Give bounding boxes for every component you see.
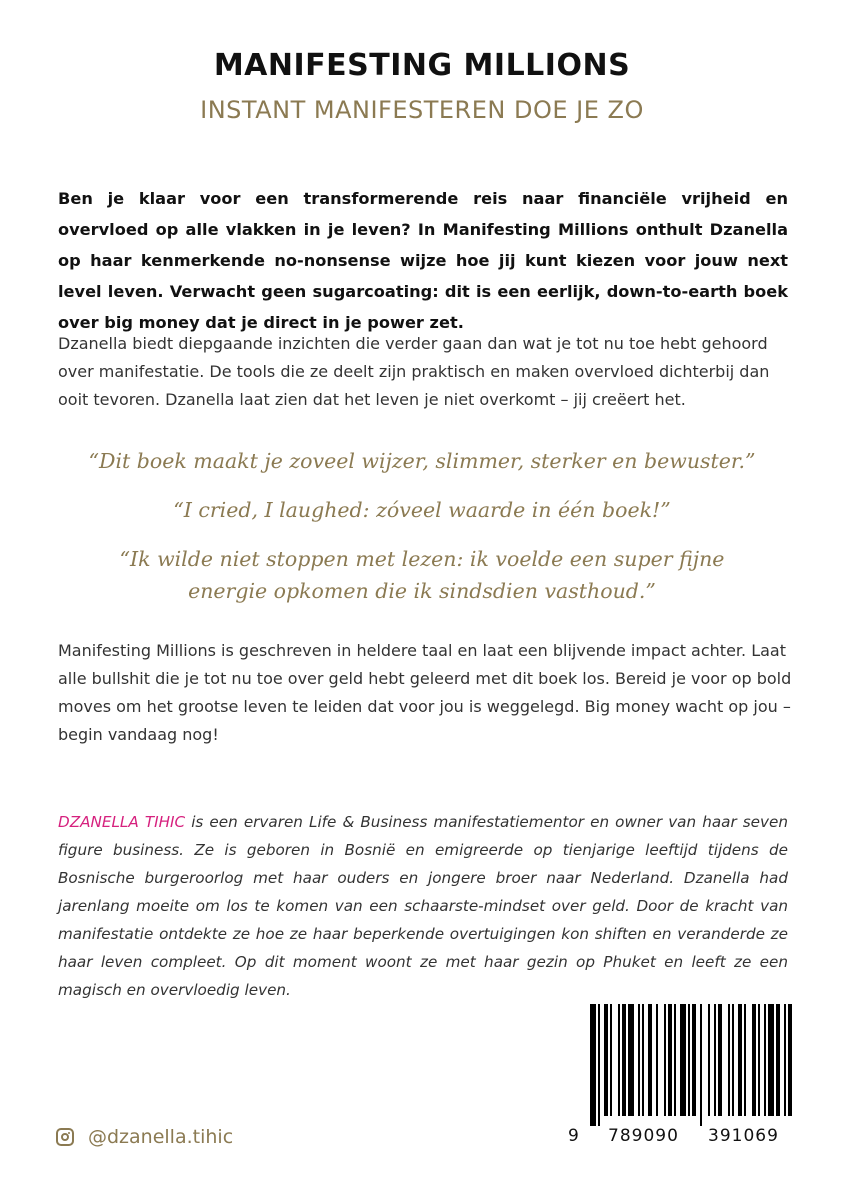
- author-bio-text: is een ervaren Life & Business manifestatiementor en owner van haar seven figure business. Ze is geboren in Bosnië en emigreerde op tienjarige leeftijd tijdens de Bosnische burgeroorlog met haar ouders en jongere broer naar Nederland. Dzanella had jarenlang moeite om los te komen van een schaarste-mindset over geld. Door de kracht van manifestatie ontdekte ze hoe ze haar beperkende overtuigingen kon shiften en veranderde ze haar leven compleet. Op dit moment woont ze met haar gezin op Phuket en leeft ze een magisch en overvloedig leven.: [58, 813, 788, 999]
- barcode-bar: [764, 1004, 766, 1116]
- quote-3-line-2: energie opkomen die ik sindsdien vasthoud.”: [188, 579, 656, 603]
- intro-paragraph: Ben je klaar voor een transformerende reis naar financiële vrijheid en overvloed op alle vlakken in je leven? In Manifesting Millions onthult Dzanella op haar kenmerkende no-nonsense wijze hoe jij kunt kiezen voor jouw next level leven. Verwacht geen sugarcoating: dit is een eerlijk, down-to-earth boek over big money dat je direct in je power zet.: [58, 189, 788, 332]
- barcode-bar: [638, 1004, 640, 1116]
- barcode-bar: [622, 1004, 626, 1116]
- quote-1: “Dit boek maakt je zoveel wijzer, slimmer, sterker en bewuster.”: [88, 449, 756, 473]
- barcode-group-left: 789090: [608, 1126, 679, 1146]
- barcode-bar: [718, 1004, 722, 1116]
- barcode-bar: [744, 1004, 746, 1116]
- barcode-bar: [664, 1004, 666, 1116]
- barcode-bar: [656, 1004, 658, 1116]
- description-paragraph-1: Dzanella biedt diepgaande inzichten die verder gaan dan wat je tot nu toe hebt gehoord over manifestatie. De tools die ze deelt zijn praktisch en maken overvloed dichterbij dan ooit tevoren. Dzanella laat zien dat het leven je niet overkomt – jij creëert het.: [58, 334, 770, 409]
- barcode-bar: [758, 1004, 760, 1116]
- barcode-bars: [566, 994, 796, 1126]
- description-paragraph-2: Manifesting Millions is geschreven in heldere taal en laat een blijvende impact achter. Laat alle bullshit die je tot nu toe over geld hebt geleerd met dit boek los. Bereid je voor op bold moves om het grootse leven te leiden dat voor jou is weggelegd. Big money wacht op jou – begin vandaag nog!: [58, 641, 792, 744]
- barcode-bar: [598, 1004, 600, 1126]
- barcode-bar: [628, 1004, 634, 1116]
- barcode-bar: [668, 1004, 672, 1116]
- barcode-digit-first: 9: [568, 1126, 580, 1146]
- barcode-bar: [688, 1004, 690, 1116]
- barcode-bar: [728, 1004, 730, 1116]
- barcode-bar: [776, 1004, 780, 1116]
- barcode-bar: [768, 1004, 774, 1116]
- barcode-bar: [784, 1004, 786, 1116]
- author-name: DZANELLA TIHIC: [58, 813, 186, 831]
- isbn-barcode: [566, 994, 796, 1158]
- barcode-bar: [680, 1004, 686, 1116]
- barcode-bar: [590, 1004, 596, 1126]
- quote-2: “I cried, I laughed: zóveel waarde in één boek!”: [173, 498, 671, 522]
- quote-3: [60, 543, 784, 607]
- barcode-bar: [732, 1004, 734, 1116]
- barcode-group-right: 391069: [708, 1126, 779, 1146]
- barcode-bar: [618, 1004, 620, 1116]
- barcode-bar: [788, 1004, 792, 1116]
- barcode-bar: [700, 1004, 702, 1126]
- barcode-bar: [610, 1004, 612, 1116]
- instagram-icon: [56, 1128, 74, 1146]
- barcode-bar: [642, 1004, 644, 1116]
- instagram-handle-row[interactable]: [56, 1126, 233, 1148]
- book-title: MANIFESTING MILLIONS: [213, 48, 631, 83]
- barcode-bar: [752, 1004, 756, 1116]
- quote-3-line-1: “Ik wilde niet stoppen met lezen: ik voelde een super fijne: [119, 547, 725, 571]
- barcode-bar: [714, 1004, 716, 1116]
- barcode-bar: [692, 1004, 696, 1116]
- instagram-handle[interactable]: @dzanella.tihic: [88, 1126, 234, 1148]
- book-subtitle: INSTANT MANIFESTEREN DOE JE ZO: [200, 96, 644, 124]
- barcode-bar: [674, 1004, 676, 1116]
- barcode-bar: [708, 1004, 710, 1116]
- author-bio: [58, 808, 788, 1004]
- barcode-bar: [648, 1004, 652, 1116]
- barcode-bar: [738, 1004, 742, 1116]
- barcode-bar: [604, 1004, 608, 1116]
